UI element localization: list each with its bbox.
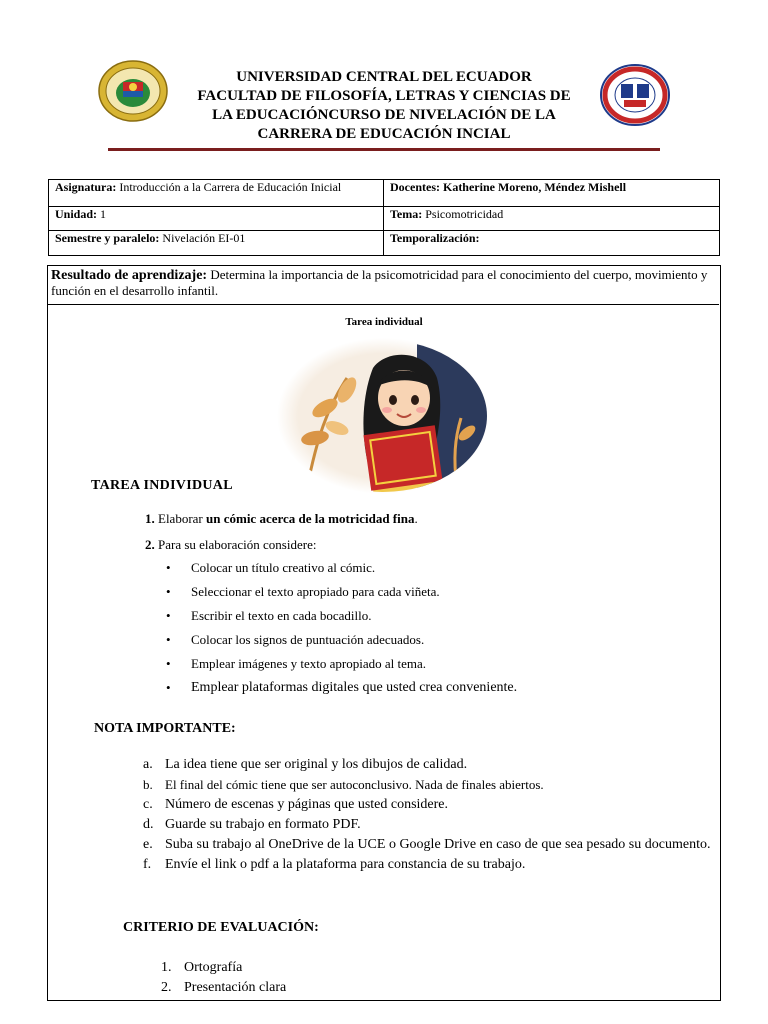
list-item: • Escribir el texto en cada bocadillo. [166, 606, 517, 630]
item-emphasis: un cómic acerca de la motricidad fina [206, 511, 415, 526]
evaluation-criteria-list [161, 958, 286, 998]
instruction-item-2 [145, 537, 316, 553]
item-text: Para su elaboración considere: [154, 537, 317, 552]
list-text: Envíe el link o pdf a la plataforma para constancia de su trabajo. [165, 857, 526, 872]
list-item: • Seleccionar el texto apropiado para cada viñeta. [166, 582, 517, 606]
item-text: Elaborar [154, 511, 207, 526]
list-marker: d. [143, 817, 154, 832]
university-seal-left [97, 60, 169, 122]
list-item [143, 755, 725, 775]
unidad-value: 1 [97, 207, 107, 221]
list-item: • Emplear imágenes y texto apropiado al tema. [166, 654, 517, 678]
list-item [161, 958, 286, 978]
list-text: Guarde su trabajo en formato PDF. [165, 817, 361, 832]
list-text: Número de escenas y páginas que usted considere. [165, 797, 449, 812]
header-line: LA EDUCACIÓNCURSO DE NIVELACIÓN DE LA [212, 107, 556, 123]
list-marker: f. [143, 857, 152, 872]
unidad-label: Unidad: [55, 207, 98, 221]
temporalizacion-label: Temporalización: [390, 231, 480, 245]
item-text-end: . [414, 511, 418, 526]
header-line: CARRERA DE EDUCACIÓN INCIAL [257, 126, 511, 142]
learning-outcome [47, 265, 719, 305]
list-marker: b. [143, 777, 153, 792]
list-text: Presentación clara [184, 980, 287, 995]
important-notes-list [143, 755, 725, 875]
list-marker: c. [143, 797, 153, 812]
course-info-table [48, 179, 720, 256]
list-item [143, 855, 725, 875]
list-item: • Emplear plataformas digitales que usted crea conveniente. [166, 678, 517, 702]
semestre-value: Nivelación EI-01 [159, 231, 246, 245]
asignatura-label: Asignatura: [55, 180, 117, 194]
girl-reading-illustration [277, 338, 489, 494]
learning-outcome-text: Determina la importancia de la psicomotricidad para el conocimiento del cuerpo, movimiento y función en el desarrollo infantil. [51, 267, 708, 298]
task-subtitle: Tarea individual [345, 316, 423, 328]
tema-value: Psicomotricidad [422, 207, 504, 221]
tema-cell [384, 207, 720, 231]
semestre-label: Semestre y paralelo: [55, 231, 160, 245]
header-divider [108, 148, 660, 151]
list-marker: 1. [161, 960, 172, 975]
tema-label: Tema: [390, 207, 423, 221]
important-note-heading: NOTA IMPORTANTE: [94, 721, 236, 736]
list-marker: a. [143, 757, 153, 772]
instruction-item-1 [145, 511, 418, 527]
item-number: 2. [145, 537, 155, 552]
considerations-list [166, 558, 517, 702]
unidad-cell [49, 207, 384, 231]
semestre-cell [49, 231, 384, 256]
header-line: UNIVERSIDAD CENTRAL DEL ECUADOR [236, 69, 532, 85]
list-marker: 2. [161, 980, 172, 995]
list-text: Suba su trabajo al OneDrive de la UCE o Google Drive en caso de que sea pesado su documento. [165, 837, 711, 852]
header-title [160, 68, 608, 144]
list-text: La idea tiene que ser original y los dibujos de calidad. [165, 757, 468, 772]
list-item [143, 815, 725, 835]
asignatura-cell [49, 180, 384, 207]
list-item: • Colocar un título creativo al cómic. [166, 558, 517, 582]
list-item [161, 978, 286, 998]
list-text: El final del cómic tiene que ser autoconclusivo. Nada de finales abiertos. [165, 777, 544, 792]
faculty-seal-right [600, 64, 670, 126]
list-text: Ortografía [184, 960, 243, 975]
docentes-label: Docentes: Katherine Moreno, Méndez Mishell [390, 180, 627, 194]
evaluation-criteria-heading: CRITERIO DE EVALUACIÓN: [123, 920, 319, 935]
header-line: FACULTAD DE FILOSOFÍA, LETRAS Y CIENCIAS DE [197, 88, 571, 104]
item-number: 1. [145, 511, 155, 526]
list-item: • Colocar los signos de puntuación adecuados. [166, 630, 517, 654]
list-marker: e. [143, 837, 153, 852]
list-item [143, 775, 725, 795]
list-item [143, 795, 725, 815]
docentes-cell [384, 180, 720, 207]
task-heading: TAREA INDIVIDUAL [91, 478, 233, 493]
asignatura-value: Introducción a la Carrera de Educación Inicial [116, 180, 342, 194]
learning-outcome-label: Resultado de aprendizaje: [51, 268, 208, 283]
list-item [143, 835, 725, 855]
temporalizacion-cell [384, 231, 720, 256]
